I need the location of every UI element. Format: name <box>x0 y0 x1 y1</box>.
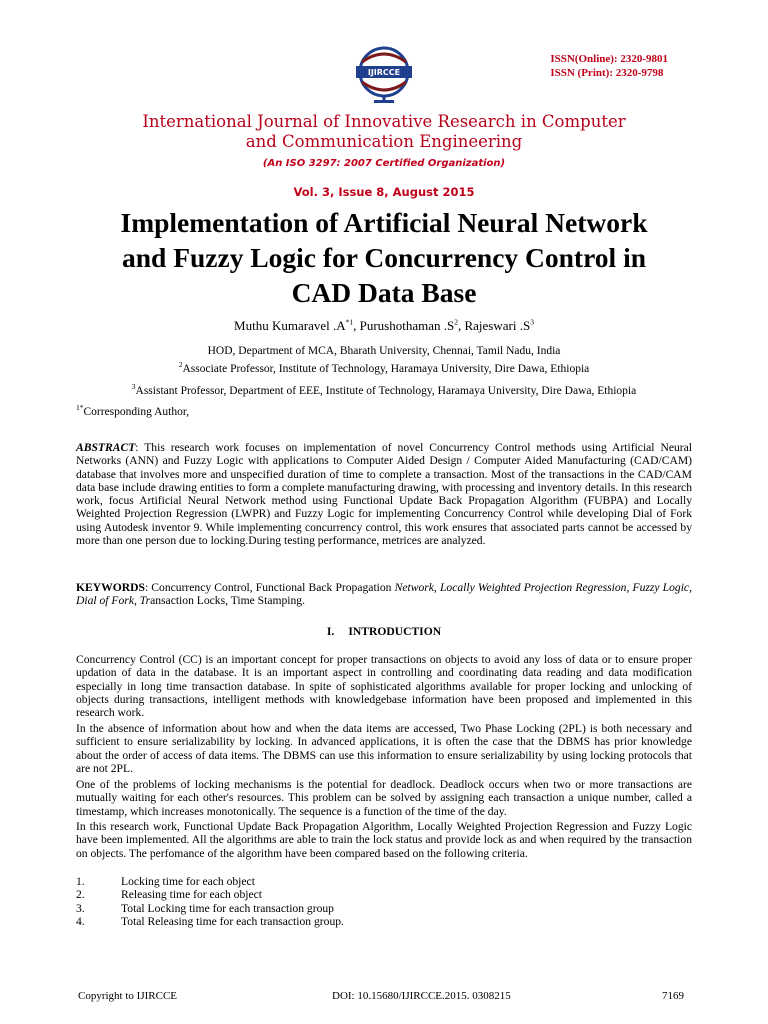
abstract <box>76 441 692 547</box>
intro-paragraph-3: One of the problems of locking mechanisms is the potential for deadlock. Deadlock occurs when two or more transactions are mutually waiting for each other's resources. This problem can be solved by assigning each transaction a unique number, called a timestamp, which increases monotonically. The sequence is a function of the time of the day. <box>76 778 692 818</box>
author-list <box>0 318 768 334</box>
intro-paragraph-1: Concurrency Control (CC) is an important concept for proper transactions on objects to avoid any loss of data or to ensure proper updation of data in the database. It is an important aspect in controlling and coordinating data reading and data modification especially in long time transaction database. In spite of sophisticated algorithms available for proper locking and unlocking of objects during transactions, intelligent methods with knowledgebase information have been proposed and implemented in this research work. <box>76 653 692 720</box>
corresponding-sup: 1* <box>76 403 84 413</box>
corresponding-text: Corresponding Author, <box>83 406 190 418</box>
author-2-sup: 2 <box>454 317 458 327</box>
list-item <box>76 875 692 888</box>
affiliation-3-sup: 3 <box>131 382 136 392</box>
logo-text: IJIRCCE <box>367 68 401 77</box>
abstract-text: : This research work focuses on implementation of novel Concurrency Control methods using Artificial Neural Networks (ANN) and Fuzzy Logic with applications to Computer Aided Design / Computer Aided Manufacturing (CAD/CAM) database that involves more and unspecified duration of time to complete a transaction. Most of the transactions in the CAD/CAM data base include drawing entities to form a complete manufacturing drawing, with processing and inventory details. In this research work, focus Artificial Neural Network method using Functional Update Back Propagation Algorithm (FUBPA) and Locally Weighted Projection Regression (LWPR) and Fuzzy Logic for implementing Concurrency Control while developing Dial of Fork using Autodesk inventor 9. While implementing concurrency control, this work ensures that associated parts cannot be accessed by more than one person due to locking.During testing performance, metrices are analyzed. <box>76 441 692 548</box>
keywords <box>76 581 692 608</box>
criteria-list <box>76 875 692 929</box>
corresponding-author <box>76 403 190 418</box>
affiliation-1 <box>0 345 768 357</box>
list-item-text: Total Locking time for each transaction group <box>121 901 334 915</box>
footer-copyright: Copyright to IJIRCCE <box>78 990 178 1002</box>
intro-paragraph-2: In the absence of information about how and when the data items are accessed, Two Phase Locking (2PL) is both necessary and sufficient to ensure serializability by locking. In advanced applications, it is often the case that the DBMS has prior knowledge about the order of access of data items. The DBMS can use this information to ensure serializability by using locking protocols that are not 2PL. <box>76 722 692 775</box>
author-1: Muthu Kumaravel .A <box>234 318 346 333</box>
keywords-text1: : Concurrency Control, Functional Back Propagation <box>144 581 395 594</box>
section-number: I. <box>326 625 335 638</box>
issn-online: ISSN(Online): 2320-9801 <box>550 53 668 65</box>
list-item-number: 3. <box>76 901 85 915</box>
issn-print: ISSN (Print): 2320-9798 <box>550 67 664 79</box>
author-2: , Purushothaman .S <box>353 318 455 333</box>
list-item-text: Releasing time for each object <box>121 888 262 902</box>
affiliation-2 <box>0 360 768 375</box>
list-item-number: 4. <box>76 915 85 929</box>
journal-logo <box>338 44 430 104</box>
footer-doi: DOI: 10.15680/IJIRCCE.2015. 0308215 <box>332 990 511 1002</box>
list-item-text: Locking time for each object <box>121 875 255 888</box>
intro-paragraph-4: In this research work, Functional Update Back Propagation Algorithm, Locally Weighted Projection Regression and Fuzzy Logic have been implemented. All the algorithms are able to train the lock status and provide lock as and when required by the transaction on objects. The perfomance of the algorithm have been compared based on the following criteria. <box>76 820 692 860</box>
list-item-text: Total Releasing time for each transaction group. <box>121 915 344 929</box>
author-3-sup: 3 <box>530 317 534 327</box>
journal-name-line2: and Communication Engineering <box>245 132 523 151</box>
affiliation-1-text: HOD, Department of MCA, Bharath University, Chennai, Tamil Nadu, India <box>207 345 561 357</box>
list-item-number: 1. <box>76 875 85 888</box>
author-1-sup: *1 <box>345 317 354 327</box>
affiliation-2-text: Associate Professor, Institute of Technology, Haramaya University, Dire Dawa, Ethiopia <box>182 363 590 375</box>
keywords-text-italic: Network, Locally Weighted Projection Regression, Fuzzy Logic, Dial of Fork, Tr <box>76 581 692 608</box>
section-title: INTRODUCTION <box>348 625 442 638</box>
keywords-label: KEYWORDS <box>76 581 145 594</box>
list-item <box>76 915 692 928</box>
journal-name-line1: International Journal of Innovative Research in Computer <box>142 112 626 131</box>
section-heading <box>0 625 768 638</box>
affiliation-2-sup: 2 <box>178 360 183 370</box>
list-item-number: 2. <box>76 888 85 902</box>
title-line2: and Fuzzy Logic for Concurrency Control in <box>121 242 647 273</box>
footer-page-number: 7169 <box>662 990 684 1002</box>
title-line1: Implementation of Artificial Neural Network <box>120 207 648 238</box>
paper-title <box>60 205 708 310</box>
journal-name <box>0 112 768 152</box>
abstract-label: ABSTRACT <box>76 441 136 454</box>
issn-block <box>550 52 668 80</box>
affiliation-3 <box>0 382 768 397</box>
author-3: , Rajeswari .S <box>457 318 531 333</box>
affiliation-3-text: Assistant Professor, Department of EEE, Institute of Technology, Haramaya University, Dire Dawa, Ethiopia <box>135 385 637 397</box>
list-item <box>76 902 692 915</box>
keywords-text2: ansaction Locks, Time Stamping. <box>150 594 305 608</box>
iso-certification: (An ISO 3297: 2007 Certified Organization) <box>262 158 506 169</box>
list-item <box>76 888 692 901</box>
volume-issue: Vol. 3, Issue 8, August 2015 <box>293 185 475 199</box>
title-line3: CAD Data Base <box>291 277 477 308</box>
